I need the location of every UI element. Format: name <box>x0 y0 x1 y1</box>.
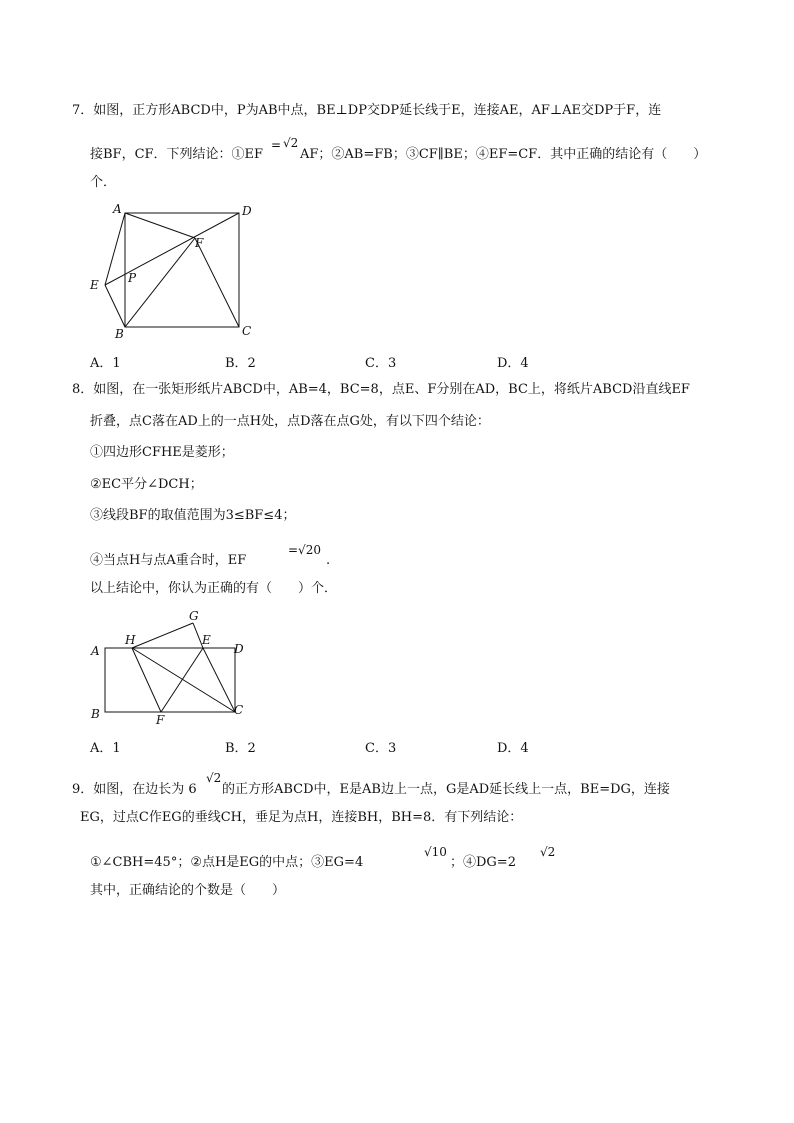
q7-label-D: D <box>242 204 252 218</box>
q7-label-B: B <box>115 327 124 341</box>
q7-sqrt2: √2 <box>283 136 299 150</box>
q8-question-end: 以上结论中，你认为正确的有（ ）个． <box>90 581 338 596</box>
q8-conclusion-1: ①四边形CFHE是菱形； <box>90 445 234 460</box>
q7-segment-AE <box>105 213 125 285</box>
q8-conclusion-2: ②EC平分∠DCH； <box>90 477 203 492</box>
q9-line3-part2: ；④DG=2 <box>450 855 516 870</box>
q8-segment-FE <box>161 648 203 712</box>
q8-label-G: G <box>189 609 199 623</box>
q8-label-A: A <box>91 644 100 658</box>
q8-option-d: D．4 <box>497 741 529 756</box>
q8-segment-HG <box>132 623 193 648</box>
q7-line3: 个． <box>90 175 117 190</box>
q8-label-F: F <box>156 713 165 727</box>
q9-line3-part1: ①∠CBH=45°；②点H是EG的中点；③EG=4 <box>90 855 364 870</box>
q7-line1: 7．如图，正方形ABCD中，P为AB中点，BE⊥DP交DP延长线于E，连接AE，AF⊥AE交DP于F，连 <box>72 103 662 118</box>
q7-equals: = <box>271 138 282 152</box>
q7-option-d: D．4 <box>497 356 529 371</box>
q7-option-b: B．2 <box>225 356 256 371</box>
q8-figure <box>85 605 260 725</box>
q7-label-E: E <box>90 278 99 292</box>
q8-conclusion-4: ④当点H与点A重合时，EF <box>90 553 247 568</box>
q8-option-a: A．1 <box>90 741 121 756</box>
q8-sqrt20: =√20 <box>288 543 321 557</box>
q7-segment-FC <box>195 238 239 327</box>
q7-option-c: C．3 <box>365 356 397 371</box>
q8-conclusion-4-dot: . <box>326 553 331 568</box>
q7-figure <box>85 200 275 345</box>
q8-rectangle <box>105 648 235 712</box>
q8-label-E: E <box>202 633 211 647</box>
q9-sqrt2-side: √2 <box>206 771 222 785</box>
q8-line2: 折叠，点C落在AD上的一点H处，点D落在点G处，有以下四个结论： <box>90 414 490 429</box>
q7-line2-part2: AF；②AB=FB；③CF∥BE；④EF=CF．其中正确的结论有（ ） <box>300 147 707 162</box>
q8-line1: 8．如图，在一张矩形纸片ABCD中，AB=4，BC=8，点E、F分别在AD，BC上，将纸片ABCD沿直线EF <box>72 382 690 397</box>
q8-label-D: D <box>234 642 244 656</box>
q7-square <box>125 213 239 327</box>
q8-option-b: B．2 <box>225 741 256 756</box>
q8-label-C: C <box>234 703 244 717</box>
q7-label-P: P <box>128 271 137 285</box>
q7-segment-EB <box>105 285 125 327</box>
q8-segment-HF <box>132 648 161 712</box>
q7-label-C: C <box>242 324 252 338</box>
q7-label-F: F <box>195 236 204 250</box>
q8-conclusion-3: ③线段BF的取值范围为3≤BF≤4； <box>90 508 296 523</box>
q8-option-c: C．3 <box>365 741 397 756</box>
q9-sqrt2-dg: √2 <box>540 845 556 859</box>
q7-label-A: A <box>113 202 122 216</box>
q9-line1-part1: 9．如图，在边长为 6 <box>72 782 197 797</box>
q8-label-H: H <box>125 633 136 647</box>
q9-line1-part2: 的正方形ABCD中，E是AB边上一点，G是AD延长线上一点，BE=DG，连接 <box>222 782 670 797</box>
q9-line2: EG，过点C作EG的垂线CH，垂足为点H，连接BH，BH=8．有下列结论： <box>80 810 523 825</box>
q9-sqrt10: √10 <box>424 845 447 859</box>
q7-option-a: A．1 <box>90 356 121 371</box>
q7-line2-part1: 接BF，CF．下列结论：①EF <box>90 147 264 162</box>
q7-segment-AF <box>125 213 195 238</box>
q9-line4: 其中，正确结论的个数是（ ） <box>90 883 286 898</box>
q8-label-B: B <box>91 707 100 721</box>
